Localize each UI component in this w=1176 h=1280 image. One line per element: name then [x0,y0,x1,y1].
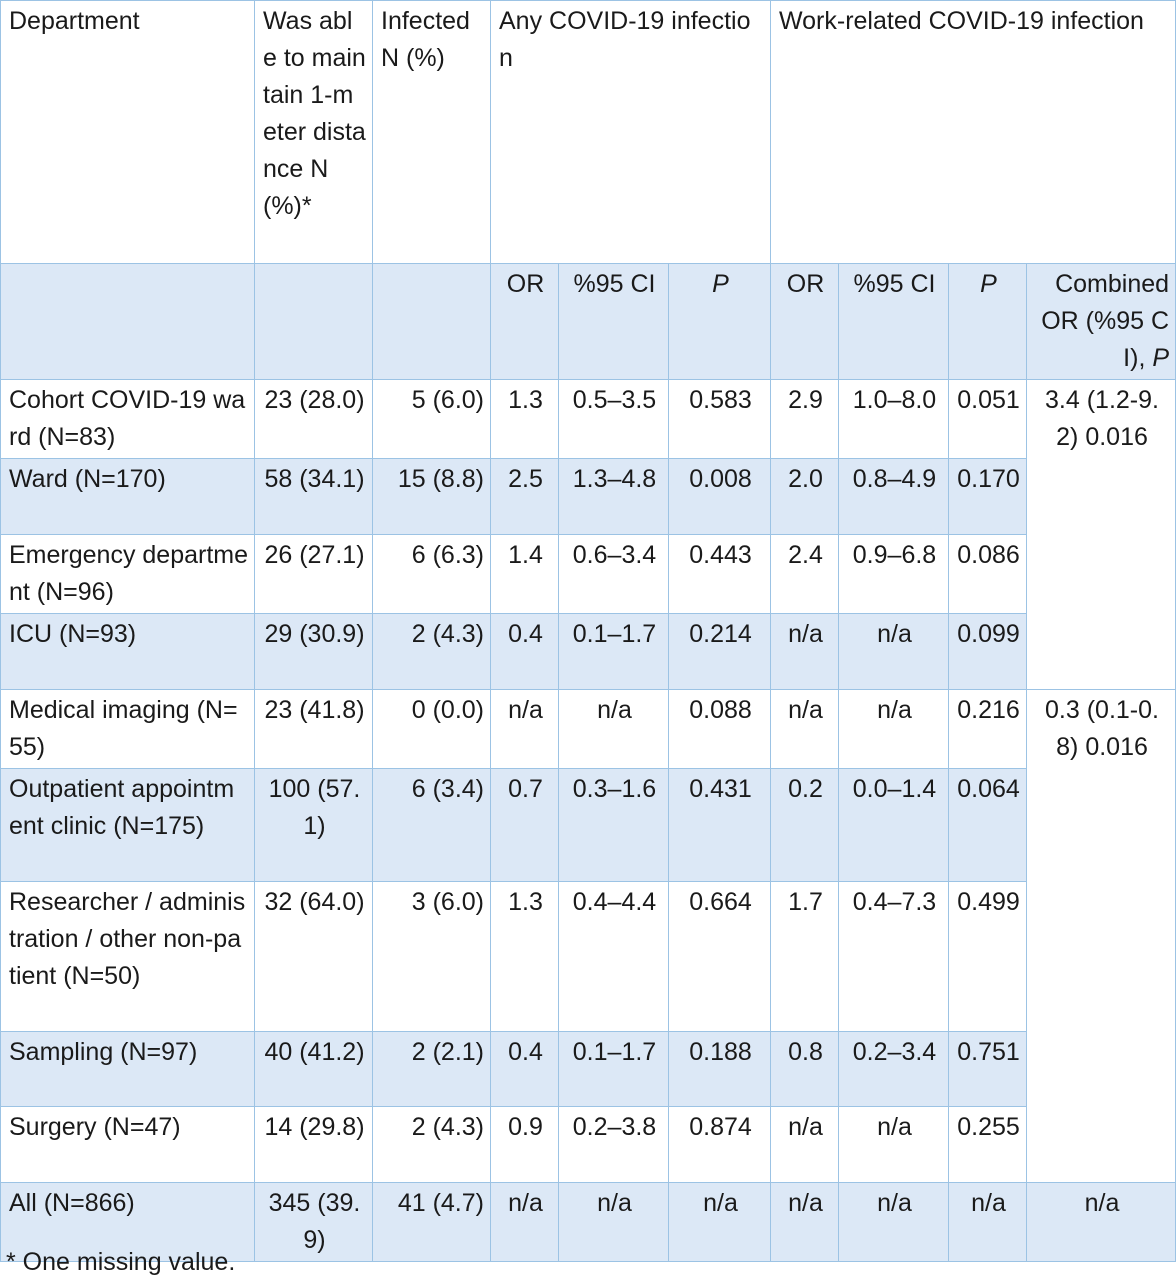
work-p-cell: n/a [949,1183,1027,1262]
work-ci-cell: n/a [839,1107,949,1183]
work-p-cell: 0.499 [949,882,1027,1032]
work-p-cell: 0.216 [949,690,1027,769]
work-ci-cell: n/a [839,690,949,769]
infected-cell: 5 (6.0) [373,380,491,459]
work-or-cell: 0.8 [771,1032,839,1107]
any-p-cell: 0.214 [669,614,771,690]
any-ci-cell: n/a [559,1183,669,1262]
header-row [1,1,1176,264]
any-ci-cell: 0.4–4.4 [559,882,669,1032]
any-ci-cell: n/a [559,690,669,769]
any-or-cell: 1.3 [491,380,559,459]
table-row [1,1107,1176,1183]
table-row [1,614,1176,690]
any-or-cell: 1.3 [491,882,559,1032]
dept-cell: Emergency department (N=96) [1,535,255,614]
subheader-empty [373,264,491,380]
any-or-cell: 0.7 [491,769,559,882]
dept-cell: Researcher / administration / other non-patient (N=50) [1,882,255,1032]
work-p-cell: 0.051 [949,380,1027,459]
footnote: * One missing value. [6,1248,236,1276]
work-or-cell: n/a [771,614,839,690]
any-ci-cell: 1.3–4.8 [559,459,669,535]
infected-cell: 2 (4.3) [373,1107,491,1183]
header-work-infection: Work-related COVID-19 infection [771,1,1176,264]
any-ci-cell: 0.5–3.5 [559,380,669,459]
infected-cell: 2 (4.3) [373,614,491,690]
any-ci-cell: 0.3–1.6 [559,769,669,882]
any-or-cell: n/a [491,690,559,769]
dept-cell: All (N=866) [1,1183,255,1262]
table-row [1,690,1176,769]
distance-cell: 58 (34.1) [255,459,373,535]
work-or-cell: n/a [771,1183,839,1262]
any-p-cell: 0.008 [669,459,771,535]
distance-cell: 100 (57.1) [255,769,373,882]
any-p-cell: 0.443 [669,535,771,614]
distance-cell: 32 (64.0) [255,882,373,1032]
work-or-cell: 2.4 [771,535,839,614]
work-ci-cell: 0.4–7.3 [839,882,949,1032]
any-ci-cell: 0.6–3.4 [559,535,669,614]
any-p-cell: 0.188 [669,1032,771,1107]
table-row [1,882,1176,1032]
any-or-cell: 0.4 [491,1032,559,1107]
subheader-work-or: OR [771,264,839,380]
any-p-cell: 0.874 [669,1107,771,1183]
subheader-empty [1,264,255,380]
subheader-any-p: P [669,264,771,380]
any-or-cell: 1.4 [491,535,559,614]
work-or-cell: n/a [771,690,839,769]
any-or-cell: 2.5 [491,459,559,535]
infected-cell: 6 (6.3) [373,535,491,614]
work-or-cell: 2.0 [771,459,839,535]
work-ci-cell: 1.0–8.0 [839,380,949,459]
header-distance: Was able to maintain 1-meter distance N (%)* [255,1,373,264]
infected-cell: 0 (0.0) [373,690,491,769]
any-ci-cell: 0.2–3.8 [559,1107,669,1183]
any-p-cell: 0.088 [669,690,771,769]
subheader-combined [1027,264,1176,380]
work-p-cell: 0.086 [949,535,1027,614]
distance-cell: 26 (27.1) [255,535,373,614]
table-row [1,459,1176,535]
work-ci-cell: n/a [839,1183,949,1262]
work-or-cell: 0.2 [771,769,839,882]
work-p-cell: 0.099 [949,614,1027,690]
work-p-cell: 0.751 [949,1032,1027,1107]
infected-cell: 6 (3.4) [373,769,491,882]
subheader-any-or: OR [491,264,559,380]
dept-cell: Medical imaging (N=55) [1,690,255,769]
work-ci-cell: 0.0–1.4 [839,769,949,882]
subheader-combined-label: Combined OR (%95 CI), [1041,270,1170,372]
table-row [1,380,1176,459]
subheader-empty [255,264,373,380]
dept-cell: ICU (N=93) [1,614,255,690]
subheader-any-ci: %95 CI [559,264,669,380]
header-any-infection: Any COVID-19 infection [491,1,771,264]
subheader-row [1,264,1176,380]
dept-cell: Outpatient appointment clinic (N=175) [1,769,255,882]
any-or-cell: n/a [491,1183,559,1262]
work-ci-cell: n/a [839,614,949,690]
any-p-cell: n/a [669,1183,771,1262]
any-or-cell: 0.9 [491,1107,559,1183]
work-p-cell: 0.170 [949,459,1027,535]
header-infected: Infected N (%) [373,1,491,264]
work-ci-cell: 0.2–3.4 [839,1032,949,1107]
any-or-cell: 0.4 [491,614,559,690]
work-ci-cell: 0.9–6.8 [839,535,949,614]
subheader-work-ci: %95 CI [839,264,949,380]
header-department: Department [1,1,255,264]
dept-cell: Surgery (N=47) [1,1107,255,1183]
any-p-cell: 0.664 [669,882,771,1032]
dept-cell: Ward (N=170) [1,459,255,535]
any-ci-cell: 0.1–1.7 [559,614,669,690]
combined-cell: 0.3 (0.1-0.8) 0.016 [1027,690,1176,1183]
any-ci-cell: 0.1–1.7 [559,1032,669,1107]
distance-cell: 23 (28.0) [255,380,373,459]
dept-cell: Sampling (N=97) [1,1032,255,1107]
work-or-cell: 2.9 [771,380,839,459]
dept-cell: Cohort COVID-19 ward (N=83) [1,380,255,459]
table-row [1,1032,1176,1107]
combined-cell: n/a [1027,1183,1176,1262]
work-p-cell: 0.064 [949,769,1027,882]
infected-cell: 41 (4.7) [373,1183,491,1262]
distance-cell: 23 (41.8) [255,690,373,769]
any-p-cell: 0.431 [669,769,771,882]
subheader-combined-p: P [1152,344,1170,372]
table-row [1,769,1176,882]
work-ci-cell: 0.8–4.9 [839,459,949,535]
infected-cell: 15 (8.8) [373,459,491,535]
work-or-cell: 1.7 [771,882,839,1032]
infected-cell: 2 (2.1) [373,1032,491,1107]
work-p-cell: 0.255 [949,1107,1027,1183]
work-or-cell: n/a [771,1107,839,1183]
distance-cell: 345 (39.9) [255,1183,373,1262]
distance-cell: 29 (30.9) [255,614,373,690]
combined-cell: 3.4 (1.2-9.2) 0.016 [1027,380,1176,690]
table-row [1,535,1176,614]
infected-cell: 3 (6.0) [373,882,491,1032]
distance-cell: 14 (29.8) [255,1107,373,1183]
distance-cell: 40 (41.2) [255,1032,373,1107]
subheader-work-p: P [949,264,1027,380]
any-p-cell: 0.583 [669,380,771,459]
